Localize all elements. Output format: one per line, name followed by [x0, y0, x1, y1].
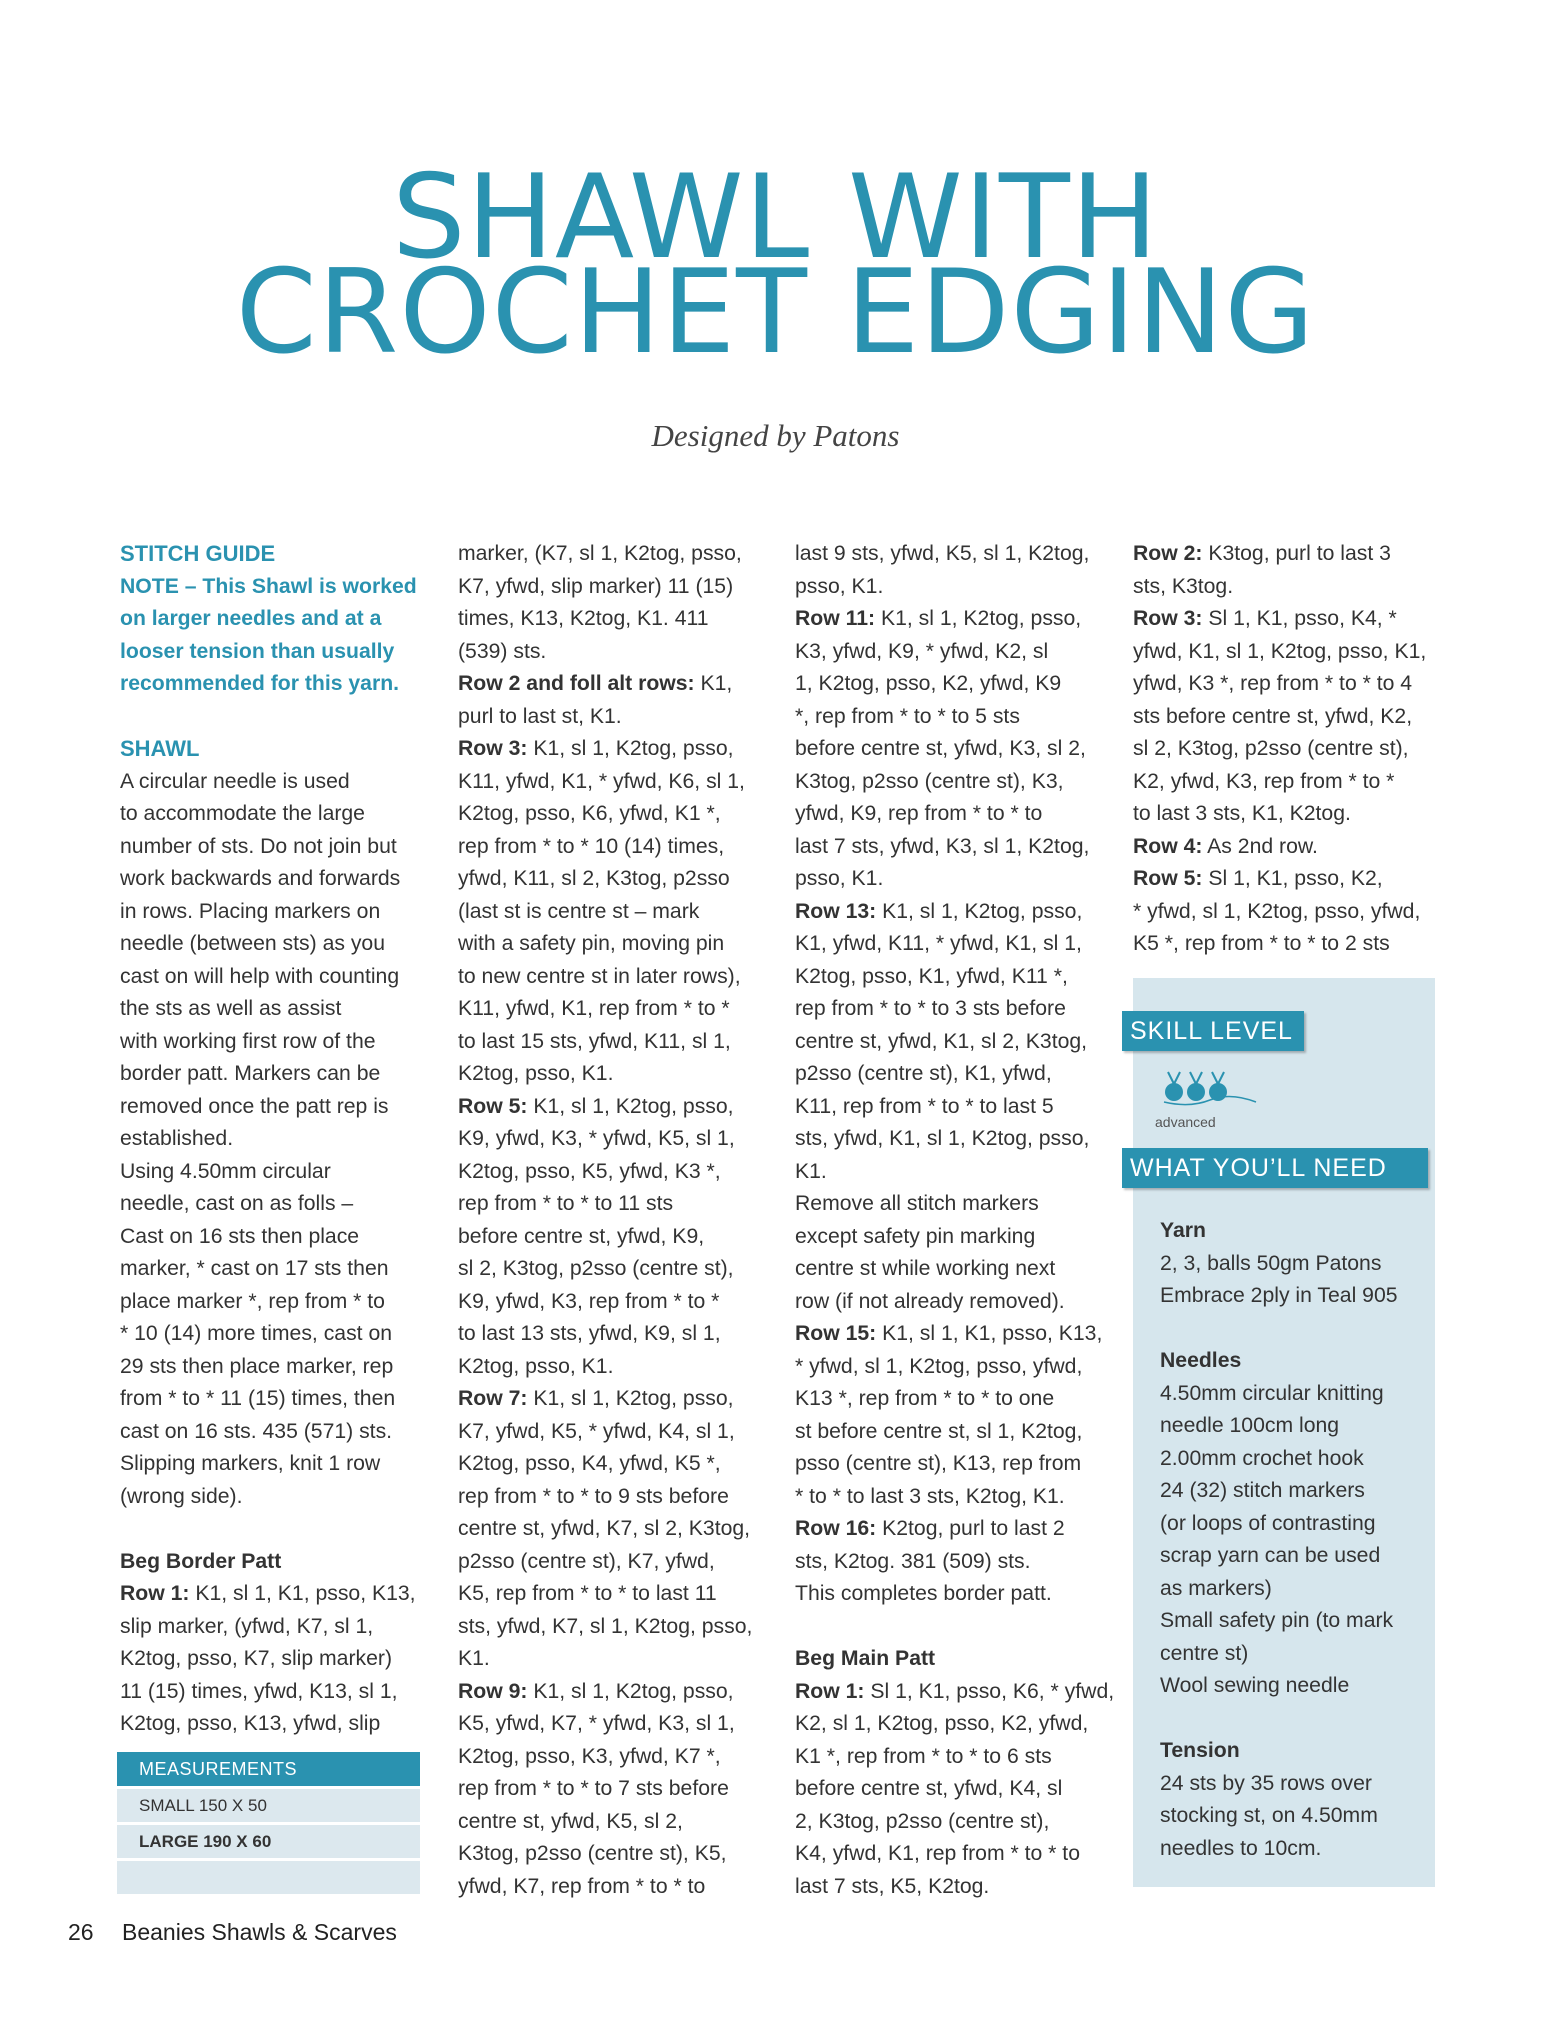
- text-line: K1 *, rep from * to * to 6 sts: [795, 1744, 1052, 1768]
- text-line: before centre st, yfwd, K9,: [458, 1224, 705, 1248]
- text-line: K11, yfwd, K1, rep from * to *: [458, 997, 730, 1020]
- text-line: (539) sts.: [458, 639, 547, 663]
- main-row-5-text: [1133, 896, 1453, 961]
- row-2-text: [458, 701, 778, 734]
- measurements-table: [117, 1752, 420, 1894]
- column-2: [458, 538, 778, 1903]
- text-line: p2sso (centre st), K7, yfwd,: [458, 1549, 715, 1573]
- text-line: K13 *, rep from * to * to one: [795, 1387, 1055, 1410]
- main-row-2-instruction: Row 2: K3tog, purl to last 3: [1133, 542, 1391, 565]
- text-line: yfwd, K3 *, rep from * to * to 4: [1133, 672, 1413, 695]
- text-line: sts before centre st, yfwd, K2,: [1133, 704, 1413, 728]
- text-line: centre st while working next: [795, 1257, 1056, 1280]
- text-line: number of sts. Do not join but: [120, 834, 397, 858]
- row-3-text: [458, 766, 778, 1091]
- text-line: with working first row of the: [120, 1029, 376, 1053]
- column-4: [1133, 538, 1453, 961]
- text-line: 11 (15) times, yfwd, K13, sl 1,: [120, 1679, 398, 1703]
- text-line: K2tog, psso, K1.: [458, 1062, 614, 1085]
- text-line: stocking st, on 4.50mm: [1160, 1804, 1378, 1827]
- text-line: slip marker, (yfwd, K7, sl 1,: [120, 1614, 374, 1638]
- text-line: K9, yfwd, K3, * yfwd, K5, sl 1,: [458, 1127, 735, 1150]
- tension-heading: Tension: [1160, 1739, 1240, 1762]
- materials-list: [1160, 1215, 1430, 1865]
- text-line: st before centre st, sl 1, K2tog,: [795, 1419, 1083, 1443]
- text-line: A circular needle is used: [120, 769, 350, 793]
- text-line: to last 15 sts, yfwd, K11, sl 1,: [458, 1029, 731, 1053]
- text-line: NOTE – This Shawl is worked: [120, 574, 417, 598]
- text-line: psso, K1.: [795, 867, 884, 890]
- continued-text: [795, 538, 1115, 603]
- text-line: sts, yfwd, K1, sl 1, K2tog, psso,: [795, 1127, 1090, 1150]
- text-line: 24 (32) stitch markers: [1160, 1479, 1365, 1502]
- text-line: (wrong side).: [120, 1484, 243, 1508]
- text-line: removed once the patt rep is: [120, 1094, 389, 1118]
- text-line: K1, yfwd, K11, * yfwd, K1, sl 1,: [795, 932, 1082, 955]
- text-line: yfwd, K7, rep from * to * to: [458, 1874, 706, 1898]
- text-line: K3tog, p2sso (centre st), K5,: [458, 1842, 727, 1865]
- main-row-3-text: [1133, 636, 1453, 831]
- text-line: with a safety pin, moving pin: [458, 932, 725, 955]
- text-line: as markers): [1160, 1576, 1272, 1600]
- text-line: 29 sts then place marker, rep: [120, 1354, 394, 1378]
- text-line: 2, 3, balls 50gm Patons: [1160, 1251, 1382, 1275]
- row-9-text: [458, 1708, 778, 1903]
- row-7-instruction: Row 7: K1, sl 1, K2tog, psso,: [458, 1387, 734, 1410]
- text-line: sl 2, K3tog, p2sso (centre st),: [458, 1257, 734, 1280]
- text-line: K2tog, psso, K7, slip marker): [120, 1647, 393, 1670]
- column-3: [795, 538, 1115, 1903]
- what-you-need-heading: WHAT YOU’LL NEED: [1122, 1148, 1428, 1188]
- text-line: K2tog, psso, K3, yfwd, K7 *,: [458, 1744, 721, 1768]
- title-line-1: SHAWL WITH: [391, 150, 1160, 285]
- measurement-empty-row: [117, 1861, 420, 1894]
- main-row-3-instruction: Row 3: Sl 1, K1, psso, K4, *: [1133, 607, 1397, 630]
- text-line: Small safety pin (to mark: [1160, 1609, 1394, 1632]
- text-line: * yfwd, sl 1, K2tog, psso, yfwd,: [795, 1354, 1083, 1378]
- main-patt-heading: Beg Main Patt: [795, 1647, 936, 1670]
- text-line: K2tog, psso, K5, yfwd, K3 *,: [458, 1159, 721, 1183]
- text-line: p2sso (centre st), K1, yfwd,: [795, 1062, 1052, 1085]
- text-line: * to * to last 3 sts, K2tog, K1.: [795, 1484, 1065, 1508]
- text-line: K2tog, psso, K13, yfwd, slip: [120, 1712, 381, 1735]
- text-line: except safety pin marking: [795, 1224, 1036, 1248]
- text-line: 1, K2tog, psso, K2, yfwd, K9: [795, 672, 1062, 695]
- tension-text: [1160, 1768, 1430, 1866]
- text-line: rep from * to * to 11 sts: [458, 1192, 674, 1215]
- row-5-text: [458, 1123, 778, 1383]
- text-line: border patt. Markers can be: [120, 1062, 381, 1085]
- column-1: [120, 538, 440, 1741]
- stitch-guide-heading: STITCH GUIDE: [120, 541, 276, 566]
- row-13-text: [795, 928, 1115, 1318]
- row-5-instruction: Row 5: K1, sl 1, K2tog, psso,: [458, 1094, 734, 1118]
- text-line: K1.: [795, 1159, 827, 1183]
- text-line: rep from * to * to 3 sts before: [795, 997, 1066, 1020]
- text-line: rep from * to * to 7 sts before: [458, 1777, 729, 1800]
- main-row-4-instruction: Row 4: As 2nd row.: [1133, 834, 1318, 858]
- text-line: work backwards and forwards: [120, 867, 401, 890]
- text-line: needle (between sts) as you: [120, 932, 385, 955]
- border-patt-heading: Beg Border Patt: [120, 1549, 282, 1573]
- text-line: from * to * 11 (15) times, then: [120, 1387, 396, 1410]
- text-line: centre st, yfwd, K1, sl 2, K3tog,: [795, 1029, 1088, 1053]
- skill-level-heading: SKILL LEVEL: [1122, 1011, 1304, 1051]
- text-line: K5, rep from * to * to last 11: [458, 1582, 717, 1605]
- text-line: marker, * cast on 17 sts then: [120, 1257, 389, 1280]
- text-line: K3tog, p2sso (centre st), K3,: [795, 769, 1064, 793]
- text-line: K2tog, psso, K4, yfwd, K5 *,: [458, 1452, 721, 1475]
- text-line: K5, yfwd, K7, * yfwd, K3, sl 1,: [458, 1712, 735, 1735]
- text-line: Embrace 2ply in Teal 905: [1160, 1284, 1398, 1307]
- text-line: sl 2, K3tog, p2sso (centre st),: [1133, 737, 1409, 760]
- text-line: Using 4.50mm circular: [120, 1159, 331, 1183]
- text-line: looser tension than usually: [120, 639, 395, 663]
- text-line: K5 *, rep from * to * to 2 sts: [1133, 932, 1390, 955]
- main-row-2-text: [1133, 571, 1453, 604]
- row-11-text: [795, 636, 1115, 896]
- measurement-large: LARGE 190 X 60: [117, 1825, 420, 1858]
- text-line: sts, K3tog.: [1133, 574, 1234, 598]
- text-line: psso, K1.: [795, 574, 884, 598]
- text-line: 2.00mm crochet hook: [1160, 1446, 1364, 1470]
- row-2-instruction: Row 2 and foll alt rows: K1,: [458, 672, 733, 695]
- shawl-instructions: [120, 766, 440, 1514]
- text-line: (last st is centre st – mark: [458, 899, 700, 923]
- text-line: yfwd, K1, sl 1, K2tog, psso, K1,: [1133, 639, 1427, 663]
- text-line: before centre st, yfwd, K3, sl 2,: [795, 737, 1086, 760]
- needles-text: [1160, 1378, 1430, 1703]
- text-line: Remove all stitch markers: [795, 1192, 1039, 1215]
- text-line: K2, yfwd, K3, rep from * to *: [1133, 769, 1395, 793]
- text-line: to last 3 sts, K1, K2tog.: [1133, 802, 1351, 825]
- main-row-1-text: [795, 1708, 1115, 1903]
- text-line: centre st): [1160, 1641, 1249, 1665]
- text-line: last 9 sts, yfwd, K5, sl 1, K2tog,: [795, 542, 1090, 565]
- text-line: to last 13 sts, yfwd, K9, sl 1,: [458, 1322, 721, 1345]
- text-line: in rows. Placing markers on: [120, 899, 381, 923]
- text-line: yfwd, K11, sl 2, K3tog, p2sso: [458, 867, 730, 890]
- text-line: scrap yarn can be used: [1160, 1544, 1381, 1567]
- text-line: marker, (K7, sl 1, K2tog, psso,: [458, 542, 742, 565]
- text-line: This completes border patt.: [795, 1582, 1052, 1605]
- text-line: K3, yfwd, K9, * yfwd, K2, sl: [795, 639, 1049, 663]
- needles-heading: Needles: [1160, 1349, 1242, 1372]
- text-line: 2, K3tog, p2sso (centre st),: [795, 1809, 1050, 1833]
- text-line: * 10 (14) more times, cast on: [120, 1322, 393, 1345]
- row-7-text: [458, 1416, 778, 1676]
- text-line: K1.: [458, 1647, 490, 1670]
- text-line: Slipping markers, knit 1 row: [120, 1452, 381, 1475]
- text-line: last 7 sts, yfwd, K3, sl 1, K2tog,: [795, 834, 1090, 858]
- row-1-instruction: Row 1: K1, sl 1, K1, psso, K13,: [120, 1582, 416, 1605]
- row-9-instruction: Row 9: K1, sl 1, K2tog, psso,: [458, 1679, 734, 1703]
- text-line: K7, yfwd, K5, * yfwd, K4, sl 1,: [458, 1419, 735, 1443]
- text-line: K9, yfwd, K3, rep from * to *: [458, 1289, 720, 1313]
- text-line: on larger needles and at a: [120, 607, 382, 630]
- shawl-heading: SHAWL: [120, 736, 200, 761]
- text-line: K2tog, psso, K1.: [458, 1354, 614, 1378]
- text-line: centre st, yfwd, K5, sl 2,: [458, 1809, 683, 1833]
- yarn-text: [1160, 1248, 1430, 1313]
- designer-byline: Designed by Patons: [651, 418, 900, 453]
- text-line: to new centre st in later rows),: [458, 964, 741, 988]
- text-line: sts, yfwd, K7, sl 1, K2tog, psso,: [458, 1614, 753, 1638]
- row-15-instruction: Row 15: K1, sl 1, K1, psso, K13,: [795, 1322, 1103, 1345]
- title-line-2: CROCHET EDGING: [235, 245, 1316, 380]
- text-line: last 7 sts, K5, K2tog.: [795, 1874, 990, 1898]
- text-line: to accommodate the large: [120, 802, 365, 825]
- text-line: purl to last st, K1.: [458, 704, 622, 728]
- text-line: rep from * to * to 9 sts before: [458, 1484, 729, 1508]
- text-line: before centre st, yfwd, K4, sl: [795, 1777, 1063, 1800]
- text-line: yfwd, K9, rep from * to * to: [795, 802, 1043, 825]
- text-line: rep from * to * 10 (14) times,: [458, 834, 725, 858]
- text-line: centre st, yfwd, K7, sl 2, K3tog,: [458, 1517, 751, 1540]
- text-line: (or loops of contrasting: [1160, 1511, 1376, 1535]
- text-line: 24 sts by 35 rows over: [1160, 1771, 1372, 1795]
- text-line: established.: [120, 1127, 234, 1150]
- text-line: cast on 16 sts. 435 (571) sts.: [120, 1419, 393, 1443]
- text-line: place marker *, rep from * to: [120, 1289, 385, 1313]
- row-3-instruction: Row 3: K1, sl 1, K2tog, psso,: [458, 737, 734, 760]
- text-line: Wool sewing needle: [1160, 1674, 1350, 1697]
- text-line: needle 100cm long: [1160, 1414, 1340, 1437]
- row-11-instruction: Row 11: K1, sl 1, K2tog, psso,: [795, 607, 1082, 630]
- text-line: psso (centre st), K13, rep from: [795, 1452, 1082, 1475]
- text-line: needles to 10cm.: [1160, 1836, 1322, 1860]
- measurement-small: SMALL 150 X 50: [117, 1789, 420, 1822]
- book-title: Beanies Shawls & Scarves: [122, 1919, 397, 1945]
- text-line: K2tog, psso, K1, yfwd, K11 *,: [795, 964, 1068, 988]
- measurements-heading: MEASUREMENTS: [117, 1752, 420, 1786]
- row-1-text: [120, 1611, 440, 1741]
- text-line: * yfwd, sl 1, K2tog, psso, yfwd,: [1133, 899, 1421, 923]
- text-line: K11, yfwd, K1, * yfwd, K6, sl 1,: [458, 769, 745, 793]
- text-line: the sts as well as assist: [120, 997, 342, 1020]
- yarn-balls-icon: [1160, 1068, 1260, 1110]
- text-line: sts, K2tog. 381 (509) sts.: [795, 1549, 1031, 1573]
- text-line: K2tog, psso, K6, yfwd, K1 *,: [458, 802, 721, 825]
- main-row-5-instruction: Row 5: Sl 1, K1, psso, K2,: [1133, 867, 1383, 890]
- text-line: K7, yfwd, slip marker) 11 (15): [458, 574, 734, 598]
- skill-level-value: advanced: [1155, 1114, 1216, 1130]
- main-row-1-instruction: Row 1: Sl 1, K1, psso, K6, * yfwd,: [795, 1679, 1115, 1703]
- text-line: recommended for this yarn.: [120, 672, 400, 695]
- text-line: needle, cast on as folls –: [120, 1192, 354, 1215]
- text-line: times, K13, K2tog, K1. 411: [458, 607, 709, 630]
- text-line: K4, yfwd, K1, rep from * to * to: [795, 1842, 1080, 1865]
- continued-text: [458, 538, 778, 668]
- yarn-heading: Yarn: [1160, 1219, 1206, 1242]
- text-line: K11, rep from * to * to last 5: [795, 1094, 1054, 1118]
- note-text: [120, 571, 440, 701]
- row-15-text: [795, 1351, 1115, 1514]
- text-line: cast on will help with counting: [120, 964, 400, 988]
- page-number: 26: [68, 1919, 94, 1945]
- text-line: Cast on 16 sts then place: [120, 1224, 360, 1248]
- text-line: 4.50mm circular knitting: [1160, 1381, 1384, 1405]
- text-line: *, rep from * to * to 5 sts: [795, 704, 1020, 728]
- row-16-instruction: Row 16: K2tog, purl to last 2: [795, 1517, 1065, 1540]
- text-line: K2, sl 1, K2tog, psso, K2, yfwd,: [795, 1712, 1089, 1735]
- text-line: row (if not already removed).: [795, 1289, 1065, 1313]
- row-16-text: [795, 1546, 1115, 1611]
- row-13-instruction: Row 13: K1, sl 1, K2tog, psso,: [795, 899, 1083, 923]
